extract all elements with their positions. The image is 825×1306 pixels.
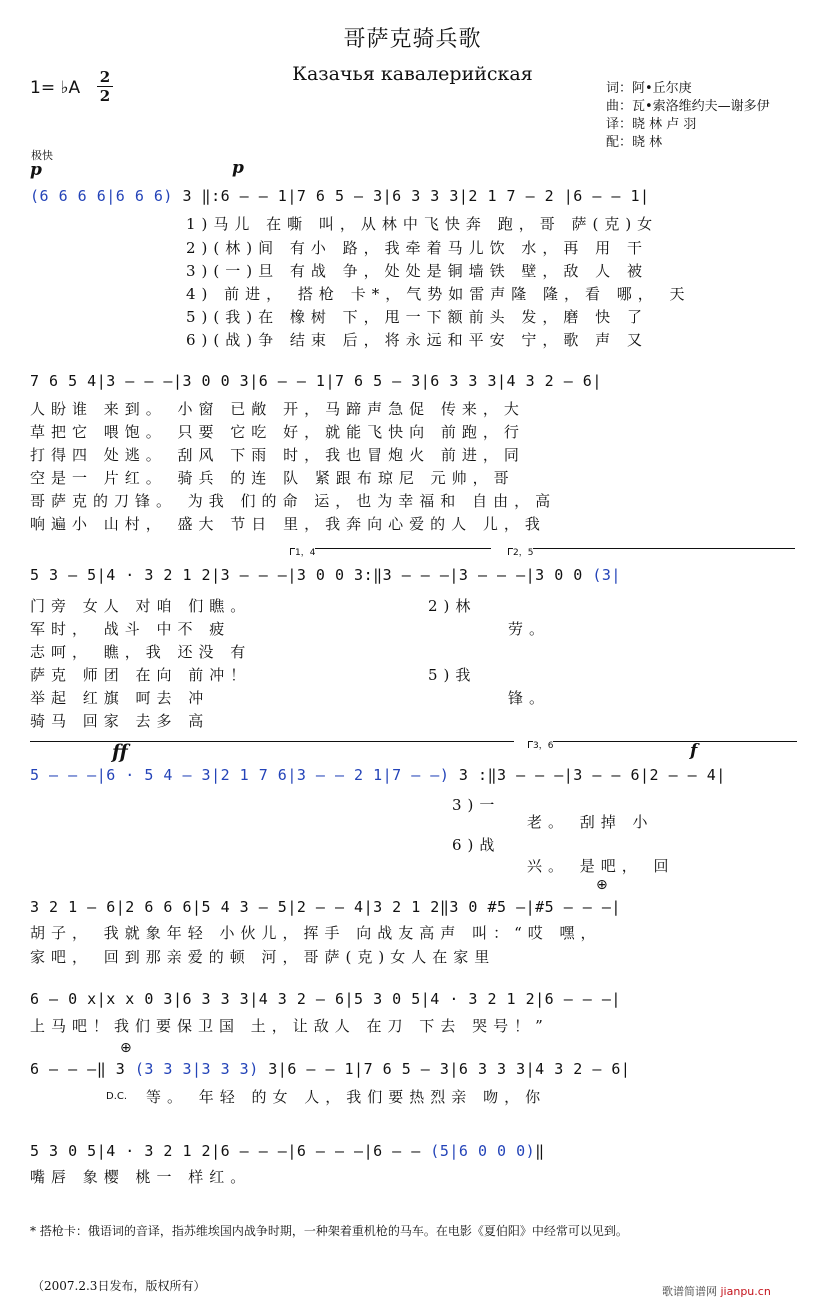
song-subtitle: Казачья кавалерийская: [292, 63, 533, 85]
key-signature: 1= ♭A: [30, 78, 81, 98]
lyric-line2-6: 响遍小 山村， 盛大 节日 里，我奔向心爱的人 儿，我: [30, 515, 546, 533]
time-signature: [96, 68, 114, 105]
lyric-line8-1: 嘴唇 象樱 桃一 样红。: [30, 1168, 252, 1186]
line8-notes: 5 3 0 5|4 · 3 2 1 2|6 – – –|6 – – –|6 – –: [30, 1142, 431, 1160]
notation-line-1: [30, 187, 800, 205]
line4-notes: 3 :‖3 – – –|3 – – 6|2 – – 4|: [449, 766, 726, 784]
credit-lyricist: 词：阿•丘尔庚: [606, 81, 692, 96]
tempo-marking: 极快: [31, 149, 53, 162]
lyric-line3-6: 骑马 回家 去多 高: [30, 712, 210, 730]
notation-line-2: 7 6 5 4|3 – – –|3 0 0 3|6 – – 1|7 6 5 – 3|6 3 3 3|4 3 2 – 6|: [30, 372, 602, 390]
volta-2-5: 2，5: [508, 548, 795, 555]
notation-line-7: [30, 1060, 800, 1078]
line7-notes-b: 3|6 – – 1|7 6 5 – 3|6 3 3 3|4 3 2 – 6|: [258, 1060, 631, 1078]
lyric-line6-1: 上马吧！我们要保卫国 土，让敌人 在刀 下去 哭号！”: [30, 1017, 549, 1035]
lyric-line3-5: 举起 红旗 呵去 冲: [30, 689, 210, 707]
lyric-line2-1: 人盼谁 来到。 小窗 已敞 开，马蹄声急促 传来，大: [30, 400, 525, 418]
volta-3-6: 3，6: [528, 741, 797, 748]
lyric-line4-4: 兴。 是吧， 回: [527, 857, 675, 875]
lyric-verse-5: 5)(我)在 橡树 下，甩一下额前头 发，磨 快 了: [186, 308, 648, 326]
line7-notes-a: 6 – – –‖ 3: [30, 1060, 135, 1078]
credit-composer: 曲：瓦•索洛维约夫—谢多伊: [606, 99, 770, 114]
lyric-line5-1: 胡子， 我就象年轻 小伙儿，挥手 向战友高声 叫：“哎 嘿，: [30, 924, 602, 942]
notation-line-5: 3 2 1 – 6|2 6 6 6|5 4 3 – 5|2 – – 4|3 2 1 2‖3 0 #5 –|#5 – – –|: [30, 898, 621, 916]
line7-interlude: (3 3 3|3 3 3): [134, 1060, 259, 1078]
lyric-line5-2: 家吧， 回到那亲爱的顿 河，哥萨(克)女人在家里: [30, 948, 496, 966]
dynamic-ff: ff: [112, 741, 128, 763]
lyric-line3-3: 志呵， 瞧，我 还没 有: [30, 643, 252, 661]
lyric-line3-1: 门旁 女人 对咱 们瞧。: [30, 597, 252, 615]
volta-1-4: 1，4: [290, 548, 491, 555]
notation-line-8: [30, 1142, 800, 1160]
lyric-line3-right-2: 劳。: [508, 620, 551, 638]
meter-top: 2: [99, 68, 111, 86]
lyric-line3-right-5: 锋。: [508, 689, 551, 707]
watermark-name: 歌谱简谱网: [662, 1285, 717, 1298]
lyric-line3-mid-1: 2)林: [428, 597, 477, 615]
verse-notes: 3 ‖:6 – – 1|7 6 5 – 3|6 3 3 3|2 1 7 – 2 |6 – – 1|: [172, 187, 650, 205]
line8-ending: (5|6 0 0 0): [430, 1142, 536, 1160]
lyric-verse-6: 6)(战)争 结束 后，将永远和平安 宁，歌 声 又: [186, 331, 648, 349]
coda-sign-2: ⊕: [120, 1040, 132, 1056]
meter-bottom: 2: [99, 87, 111, 105]
credits: [606, 80, 770, 152]
lyric-line7-1: 等。 年轻 的女 人，我们要热烈亲 吻，你: [146, 1088, 547, 1106]
lyric-line4-1: 3)一: [452, 796, 501, 814]
lyric-line4-3: 6)战: [452, 836, 501, 854]
lyric-verse-2: 2)(林)间 有小 路，我牵着马儿饮 水，再 用 干: [186, 239, 648, 257]
line3-notes: 5 3 – 5|4 · 3 2 1 2|3 – – –|3 0 0 3:‖3 – – –|3 – – –|3 0 0: [30, 566, 593, 584]
dynamic-p-verse: p: [232, 158, 244, 178]
notation-line-6: 6 – 0 x|x x 0 3|6 3 3 3|4 3 2 – 6|5 3 0 5|4 · 3 2 1 2|6 – – –|: [30, 990, 621, 1008]
lyric-verse-3: 3)(一)旦 有战 争，处处是铜墙铁 壁，敌 人 被: [186, 262, 648, 280]
dynamic-f: f: [690, 741, 698, 761]
lyric-line4-2: 老。 刮掉 小: [527, 813, 654, 831]
final-barline: ‖: [535, 1142, 545, 1160]
lyric-line2-2: 草把它 喂饱。 只要 它吃 好，就能飞快向 前跑，行: [30, 423, 525, 441]
line3-interlude-start: (3|: [592, 566, 621, 584]
credit-translator: 译：晓 林 卢 羽: [606, 117, 697, 132]
dc-marking: D.C.: [106, 1091, 128, 1102]
site-watermark: [662, 1283, 771, 1299]
lyric-verse-1: 1)马儿 在嘶 叫，从林中飞快奔 跑，哥 萨(克)女: [186, 215, 659, 233]
lyric-line2-4: 空是一 片红。 骑兵 的连 队 紧跟布琼尼 元帅，哥: [30, 469, 515, 487]
lyric-line3-2: 军时， 战斗 中不 疲: [30, 620, 231, 638]
lyric-line2-5: 哥萨克的刀锋。 为我 们的命 运，也为幸福和 自由，高: [30, 492, 557, 510]
notation-line-3: [30, 566, 800, 584]
watermark-url: jianpu.cn: [720, 1285, 771, 1298]
notation-line-4: [30, 766, 800, 784]
coda-sign-1: ⊕: [596, 877, 608, 893]
interlude-notes: 5 – – –|6 · 5 4 – 3|2 1 7 6|3 – – 2 1|7 – –): [30, 766, 450, 784]
footnote: * 搭枪卡：俄语词的音译，指苏维埃国内战争时期，一种架着重机枪的马车。在电影《夏伯阳》中经常可以见到。: [30, 1224, 628, 1238]
dynamic-p-intro: p: [30, 160, 42, 180]
lyric-line3-4: 萨克 师团 在向 前冲！: [30, 666, 252, 684]
intro-notes: (6 6 6 6|6 6 6): [30, 187, 173, 205]
song-title: 哥萨克骑兵歌: [343, 27, 482, 52]
lyric-line3-mid-4: 5)我: [428, 666, 477, 684]
lyric-verse-4: 4) 前进， 搭枪 卡*，气势如雷声隆 隆，看 哪， 天: [186, 285, 691, 303]
credit-arranger: 配：晓 林: [606, 135, 663, 150]
publish-note: （2007.2.3日发布，版权所有）: [32, 1279, 206, 1293]
lyric-line2-3: 打得四 处逃。 刮风 下雨 时，我也冒炮火 前进，同: [30, 446, 525, 464]
system-divider: [30, 741, 514, 742]
